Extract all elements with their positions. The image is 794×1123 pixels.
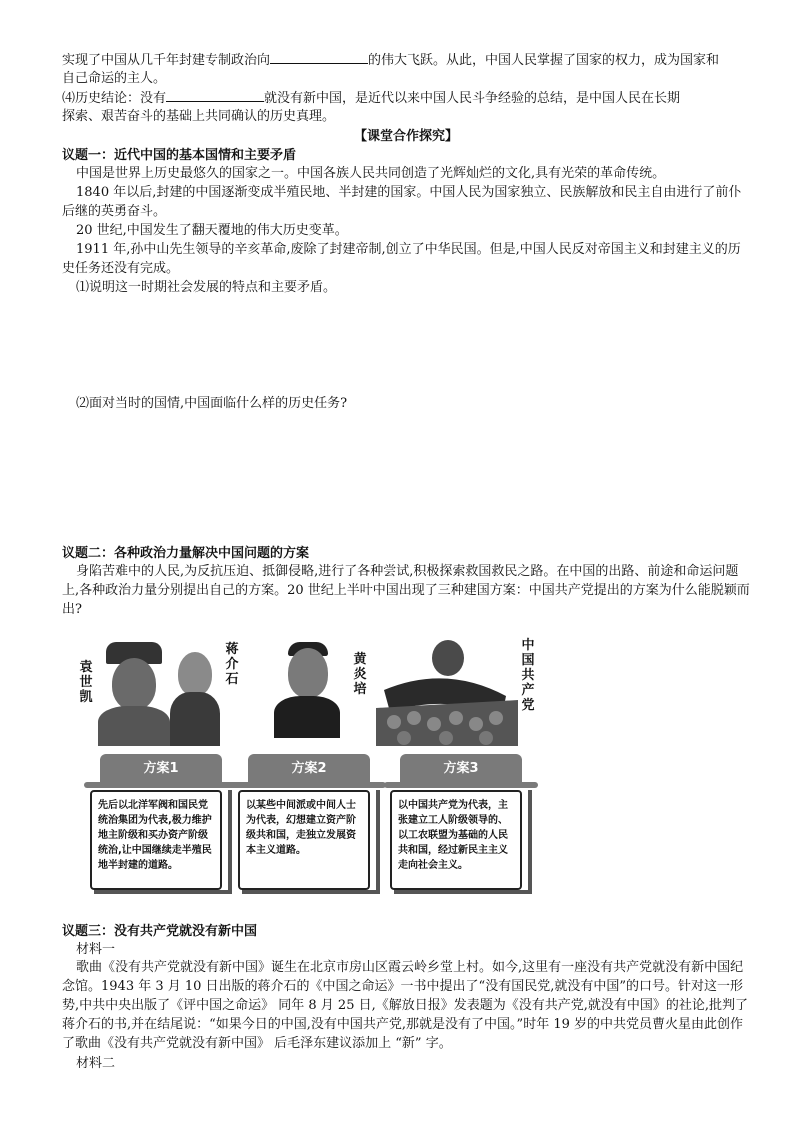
face-shape (288, 648, 328, 698)
coat-shape (98, 706, 170, 746)
topic2-paragraph: 身陷苦难中的人民,为反抗压迫、抵御侵略,进行了各种尝试,积极探索救国救民之路。在中国的出路、前途和命运问题上,各种政治力量分别提出自己的方案。20 世纪上半叶中国出现了三种建国方案：中国共产党提出的方案为什么能脱颖而出? (62, 564, 750, 617)
conclusion-text: 就没有新中国，是近代以来中国人民斗争经验的总结，是中国人民在长期 (264, 91, 681, 106)
coat-shape (170, 692, 220, 746)
card-shadow (242, 890, 380, 894)
topic1-question2: ⑵面对当时的国情,中国面临什么样的历史任务? (76, 396, 348, 411)
conclusion-text: ⑷历史结论：没有 (62, 91, 167, 106)
plan-label: 方案1 (100, 754, 222, 782)
plan-card-3 (384, 754, 538, 900)
tab-bar (232, 782, 386, 788)
topic1-paragraph: 20 世纪,中国发生了翻天覆地的伟大历史变革。 (76, 223, 348, 238)
plan-description: 以中国共产党为代表，主张建立工人阶级领导的、以工农联盟为基础的人民共和国，经过新民主主义走向社会主义。 (390, 790, 522, 890)
tab-bar (384, 782, 538, 788)
topic3-title: 议题三：没有共产党就没有新中国 (62, 924, 258, 939)
card-shadow (394, 890, 532, 894)
face-shape (178, 652, 212, 696)
image-group-cpc (376, 638, 536, 748)
face-shape (112, 658, 156, 710)
card-shadow (528, 790, 532, 894)
topic2-title: 议题二：各种政治力量解决中国问题的方案 (62, 546, 310, 561)
plan-card-1 (84, 754, 238, 900)
intro-text: 的伟大飞跃。从此，中国人民掌握了国家的权力，成为国家和 (368, 53, 720, 68)
portrait-jiang-jieshi (170, 646, 220, 746)
cpc-crowd-image (376, 638, 518, 746)
card-shadow (94, 890, 232, 894)
tab-bar (84, 782, 238, 788)
coat-shape (274, 696, 340, 738)
name-huang-yanpei: 黄炎培 (353, 652, 367, 697)
conclusion-cont: 探索、艰苦奋斗的基础上共同确认的历史真理。 (62, 109, 336, 124)
topic1-paragraph: 1911 年,孙中山先生领导的辛亥革命,废除了封建帝制,创立了中华民国。但是,中国人民反对帝国主义和封建主义的历史任务还没有完成。 (62, 242, 741, 276)
plan-label: 方案3 (400, 754, 522, 782)
portrait-group-yuan-jiang (78, 638, 239, 748)
portrait-group-huang (270, 638, 370, 748)
conclusion-item (62, 88, 750, 108)
topic1-question1: ⑴说明这一时期社会发展的特点和主要矛盾。 (76, 280, 337, 295)
portrait-huang-yanpei (274, 642, 340, 738)
plan-description: 以某些中间派或中间人士为代表，幻想建立资产阶级共和国，走独立发展资本主义道路。 (238, 790, 370, 890)
name-jiang-jieshi: 蒋介石 (225, 642, 239, 687)
card-shadow (376, 790, 380, 894)
plan-card-2 (232, 754, 386, 900)
topic1-paragraph: 1840 年以后,封建的中国逐渐变成半殖民地、半封建的国家。中国人民为国家独立、民族解放和民主自由进行了前仆后继的英勇奋斗。 (62, 185, 742, 219)
fill-blank-2[interactable] (166, 88, 264, 102)
intro-line2: 自己命运的主人。 (62, 71, 167, 86)
intro-text: 实现了中国从几千年封建专制政治向 (62, 53, 271, 68)
fill-blank-1[interactable] (270, 50, 368, 64)
topic1-paragraph: 中国是世界上历史最悠久的国家之一。中国各族人民共同创造了光辉灿烂的文化,具有光荣的革命传统。 (76, 166, 666, 181)
topic1-title: 议题一：近代中国的基本国情和主要矛盾 (62, 148, 297, 163)
material1-label: 材料一 (76, 942, 116, 957)
portrait-yuan-shikai (98, 642, 170, 746)
intro-line1 (62, 50, 750, 70)
plan-label: 方案2 (248, 754, 370, 782)
name-yuan-shikai: 袁世凯 (79, 660, 93, 705)
material2-label: 材料二 (76, 1056, 116, 1071)
section-title: 【课堂合作探究】 (353, 129, 458, 144)
plan-description: 先后以北洋军阀和国民党统治集团为代表,极力维护地主阶级和买办资产阶级统治,让中国继续走半殖民地半封建的道路。 (90, 790, 222, 890)
material1-text: 歌曲《没有共产党就没有新中国》诞生在北京市房山区霞云岭乡堂上村。如今,这里有一座没有共产党就没有新中国纪念馆。1943 年 3 月 10 日出版的蒋介石的《中国之命运》一书中提出了“没有国民党,就没有中国”的口号。针对这一形势,中共中央出版了《评中国之命运》 同年 8 月 25 日,《解放日报》发表题为《没有共产党,就没有中国》的社论,批判了蒋介石的书,并在结尾说：“如果今日的中国,没有中国共产党,那就是没有了中国。”时年 19 岁的中共党员曹火星由此创作了歌曲《没有共产党就没有新中国》 后毛泽东建议添加上 “新” 字。 (62, 960, 749, 1051)
name-cpc: 中国共产党 (521, 638, 535, 713)
